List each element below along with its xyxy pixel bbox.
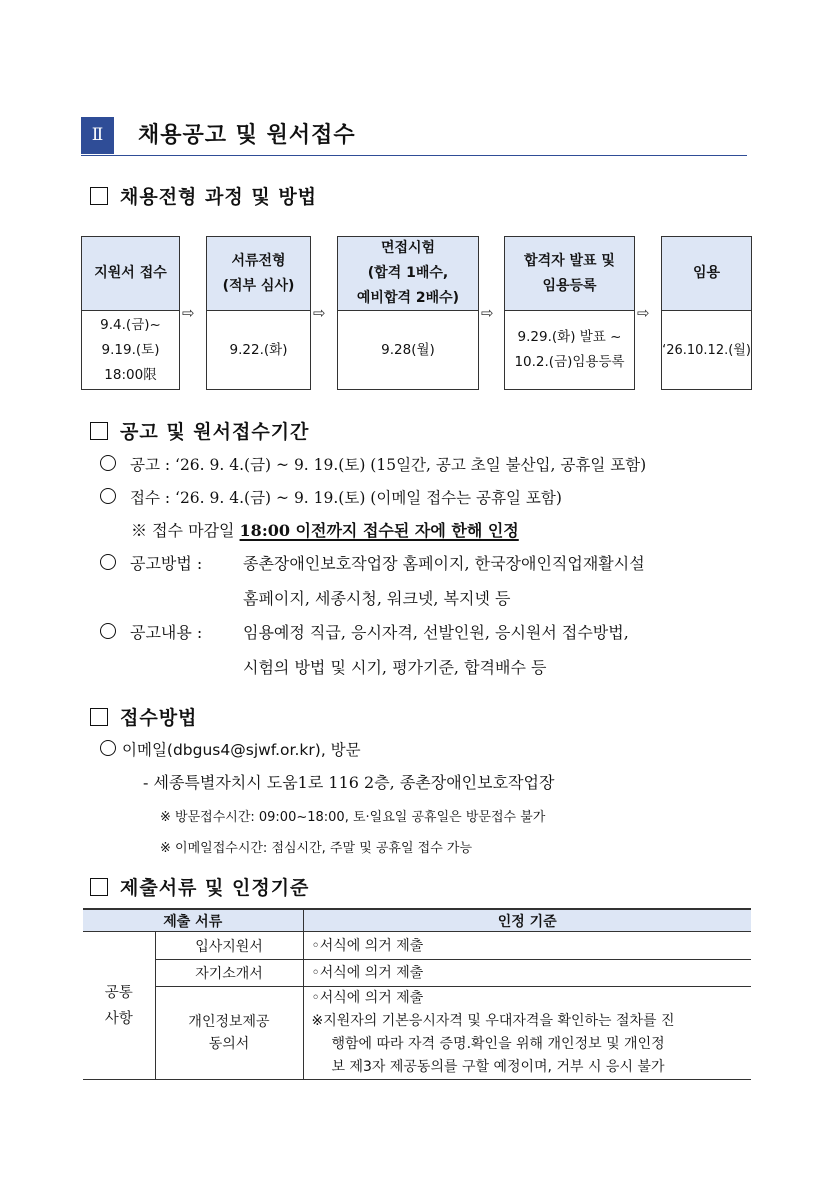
receipt-method-main: 이메일(dbgus4@sjwf.or.kr), 방문 [100, 738, 361, 762]
arrow-right-icon: ⇨ [182, 304, 195, 322]
section-title: 채용공고 및 원서접수 [138, 123, 356, 148]
document-criteria: ◦서식에 의거 제출 [303, 960, 751, 987]
step-title: 지원서 접수 [82, 237, 179, 311]
table-header-row [83, 909, 751, 932]
announcement-method-value-2: 홈페이지, 세종시청, 워크넷, 복지넷 등 [243, 589, 511, 608]
criteria-line: ◦서식에 의거 제출 [311, 990, 424, 1006]
criteria-line: 행함에 따라 자격 증명.확인을 위해 개인정보 및 개인정 [331, 1036, 665, 1052]
header-criteria: 인정 기준 [303, 909, 751, 932]
table-row [83, 932, 751, 960]
receipt-method-heading: 접수방법 [90, 703, 197, 730]
arrow-right-icon: ⇨ [637, 304, 650, 322]
announcement-content-value-2: 시험의 방법 및 시기, 평가기준, 합격배수 등 [243, 658, 547, 677]
process-step-application [81, 236, 180, 390]
circle-bullet-icon [100, 740, 116, 756]
criteria-line: ※지원자의 기본응시자격 및 우대자격을 확인하는 절차를 진 [311, 1013, 675, 1029]
document-criteria [303, 987, 751, 1080]
announcement-content-line: 공고내용 : [100, 621, 202, 645]
announcement-notice-line: 공고 : ‘26. 9. 4.(금) ~ 9. 19.(토) (15일간, 공고 초일 불산입, 공휴일 포함) [100, 453, 646, 477]
header-documents: 제출 서류 [83, 909, 303, 932]
process-step-announcement [504, 236, 635, 390]
deadline-emphasis: 18:00 이전까지 접수된 자에 한해 인정 [239, 521, 519, 540]
section-number-badge: Ⅱ [81, 117, 114, 154]
checkbox-square-icon [90, 878, 108, 896]
table-row [83, 960, 751, 987]
step-date: 9.28(월) [381, 341, 435, 358]
step-date: ‘26.10.12.(월) [662, 342, 751, 358]
document-criteria: ◦서식에 의거 제출 [303, 932, 751, 960]
step-title: 서류전형 (적부 심사) [207, 237, 310, 311]
circle-bullet-icon [100, 488, 116, 504]
checkbox-square-icon [90, 422, 108, 440]
documents-heading: 제출서류 및 인정기준 [90, 873, 309, 900]
announcement-receipt-line: 접수 : ‘26. 9. 4.(금) ~ 9. 19.(토) (이메일 접수는 공휴일 포함) [100, 486, 562, 510]
checkbox-square-icon [90, 708, 108, 726]
document-name: 입사지원서 [155, 932, 303, 960]
announcement-content-value-1: 임용예정 직급, 응시자격, 선발인원, 응시원서 접수방법, [243, 623, 629, 642]
process-step-appointment [661, 236, 752, 390]
deadline-note: ※ 접수 마감일 18:00 이전까지 접수된 자에 한해 인정 [131, 521, 519, 540]
group-label: 공통 사항 [83, 932, 155, 1080]
arrow-right-icon: ⇨ [481, 304, 494, 322]
document-name: 자기소개서 [155, 960, 303, 987]
process-step-document-screening [206, 236, 311, 390]
circle-bullet-icon [100, 623, 116, 639]
receipt-address: - 세종특별자치시 도움1로 116 2층, 종촌장애인보호작업장 [143, 773, 555, 792]
announcement-method-value-1: 종촌장애인보호작업장 홈페이지, 한국장애인직업재활시설 [243, 554, 645, 573]
circle-bullet-icon [100, 554, 116, 570]
checkbox-square-icon [90, 187, 108, 205]
step-date: 9.22.(화) [229, 341, 288, 358]
step-date: 9.4.(금)~ 9.19.(토) 18:00限 [100, 316, 161, 383]
announcement-heading: 공고 및 원서접수기간 [90, 417, 309, 444]
document-name: 개인정보제공 동의서 [155, 987, 303, 1080]
process-heading: 채용전형 과정 및 방법 [90, 182, 317, 209]
criteria-line: 보 제3자 제공동의를 구할 예정이며, 거부 시 응시 불가 [331, 1059, 665, 1075]
section-divider [81, 155, 747, 156]
step-date: 9.29.(화) 발표 ~ 10.2.(금)임용등록 [514, 329, 625, 370]
step-title: 합격자 발표 및 임용등록 [505, 237, 634, 311]
receipt-note-email: ※ 이메일접수시간: 점심시간, 주말 및 공휴일 접수 가능 [160, 841, 473, 856]
table-row [83, 987, 751, 1080]
receipt-note-visit: ※ 방문접수시간: 09:00~18:00, 토·일요일 공휴일은 방문접수 불가 [160, 810, 546, 825]
process-step-interview [337, 236, 479, 390]
circle-bullet-icon [100, 455, 116, 471]
step-title: 임용 [662, 237, 751, 311]
announcement-method-line: 공고방법 : [100, 552, 202, 576]
arrow-right-icon: ⇨ [313, 304, 326, 322]
step-title: 면접시험 (합격 1배수, 예비합격 2배수) [338, 237, 478, 311]
documents-table [83, 908, 751, 1080]
